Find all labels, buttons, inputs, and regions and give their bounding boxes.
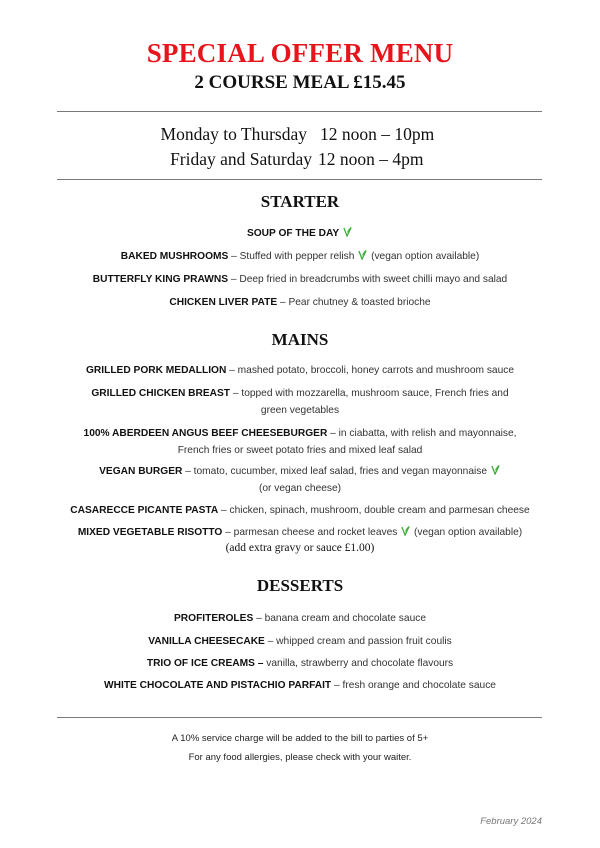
item-name: WHITE CHOCOLATE AND PISTACHIO PARFAIT — [104, 680, 332, 691]
item-name: CASARECCE PICANTE PASTA — [70, 505, 219, 516]
divider-footer — [57, 717, 542, 718]
menu-item — [40, 248, 560, 265]
vegan-leaf-icon — [401, 526, 410, 536]
section-title-starter: STARTER — [260, 192, 340, 211]
item-desc: – topped with mozzarella, mushroom sauce, French fries and — [230, 388, 509, 399]
menu-item — [40, 294, 560, 311]
menu-item — [40, 225, 560, 242]
item-desc: – tomato, cucumber, mixed leaf salad, fries and vegan mayonnaise — [182, 466, 490, 477]
menu-item — [40, 524, 560, 541]
item-name: GRILLED PORK MEDALLION — [85, 365, 227, 376]
item-desc: – fresh orange and chocolate sauce — [331, 680, 496, 691]
item-name: BAKED MUSHROOMS — [120, 251, 229, 262]
hours-days: Friday and Saturday — [170, 149, 312, 169]
vegan-leaf-icon — [358, 250, 367, 260]
item-desc-cont: French fries or sweet potato fries and mixed leaf salad — [177, 445, 423, 456]
item-name: VEGAN BURGER — [99, 466, 183, 477]
hours-time: 12 noon – 4pm — [318, 149, 424, 169]
vegan-leaf-icon — [343, 227, 352, 237]
item-desc: – banana cream and chocolate sauce — [253, 613, 426, 624]
allergy-note: For any food allergies, please check with your waiter. — [188, 752, 412, 763]
item-desc: – Deep fried in breadcrumbs with sweet chilli mayo and salad — [228, 274, 508, 285]
menu-item — [40, 362, 560, 379]
item-name: GRILLED CHICKEN BREAST — [91, 388, 231, 399]
menu-item — [40, 463, 560, 497]
menu-subtitle: 2 COURSE MEAL £15.45 — [194, 72, 406, 93]
divider-top — [57, 111, 542, 112]
menu-item — [40, 677, 560, 694]
item-desc-cont: (or vegan cheese) — [258, 483, 342, 494]
item-name: SOUP OF THE DAY — [246, 228, 340, 239]
menu-item — [40, 655, 560, 672]
service-charge-note: A 10% service charge will be added to the bill to parties of 5+ — [171, 733, 429, 744]
item-desc-cont: green vegetables — [260, 405, 340, 416]
item-name: PROFITEROLES — [174, 613, 254, 624]
divider-hours — [57, 179, 542, 180]
item-desc: vanilla, strawberry and chocolate flavours — [263, 658, 454, 669]
menu-item — [40, 610, 560, 627]
menu-title: SPECIAL OFFER MENU — [146, 38, 454, 68]
item-desc: – Stuffed with pepper relish — [228, 251, 358, 262]
menu-item — [40, 502, 560, 519]
item-desc: – mashed potato, broccoli, honey carrots and mushroom sauce — [226, 365, 515, 376]
section-title-mains: MAINS — [271, 330, 329, 349]
menu-item — [40, 385, 560, 419]
hours-time: 12 noon – 10pm — [320, 124, 435, 144]
item-name: CHICKEN LIVER PATE — [169, 297, 278, 308]
item-name: TRIO OF ICE CREAMS – — [146, 658, 264, 669]
item-name: 100% ABERDEEN ANGUS BEEF CHEESEBURGER — [83, 428, 328, 439]
menu-date: February 2024 — [480, 816, 542, 827]
item-desc: – in ciabatta, with relish and mayonnaise, — [327, 428, 517, 439]
item-note: (vegan option available) — [368, 251, 480, 262]
menu-item — [40, 425, 560, 459]
section-title-desserts: DESSERTS — [256, 576, 344, 595]
item-desc: – parmesan cheese and rocket leaves — [222, 527, 401, 538]
menu-item — [40, 633, 560, 650]
item-desc: – chicken, spinach, mushroom, double cream and parmesan cheese — [218, 505, 530, 516]
vegan-leaf-icon — [491, 465, 500, 475]
item-note: (vegan option available) — [411, 527, 523, 538]
item-desc: – whipped cream and passion fruit coulis — [264, 636, 452, 647]
mains-extra-note: (add extra gravy or sauce £1.00) — [225, 542, 375, 554]
menu-item — [40, 271, 560, 288]
item-name: VANILLA CHEESECAKE — [148, 636, 265, 647]
item-desc: – Pear chutney & toasted brioche — [277, 297, 431, 308]
item-name: MIXED VEGETABLE RISOTTO — [77, 527, 223, 538]
item-name: BUTTERFLY KING PRAWNS — [92, 274, 229, 285]
hours-days: Monday to Thursday — [160, 124, 307, 144]
